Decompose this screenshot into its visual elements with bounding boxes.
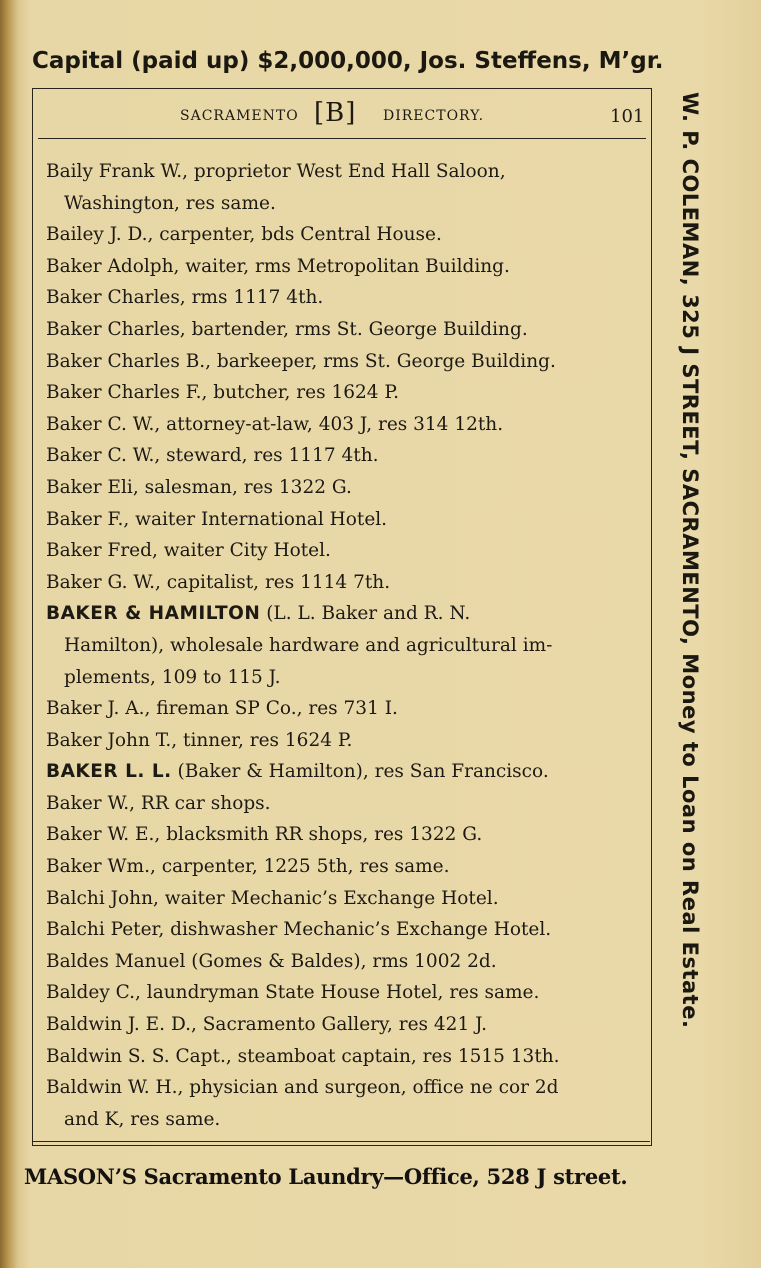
entry-line [46, 914, 640, 946]
entry-line [46, 251, 640, 283]
entry-line [46, 282, 640, 314]
entry-line [46, 567, 640, 599]
entry-text: Baker W. E., blacksmith RR shops, res 1322 G. [46, 824, 483, 846]
entry-line [46, 725, 640, 757]
entry-text: Baker Charles, bartender, rms St. George Building. [46, 318, 528, 340]
directory-entry [46, 598, 640, 693]
entry-text: Baker Wm., carpenter, 1225 5th, res same. [46, 856, 450, 878]
entry-line [46, 346, 640, 378]
directory-entries [46, 156, 640, 1135]
entry-line [46, 788, 640, 820]
directory-entry [46, 756, 640, 788]
entry-text: Baker W., RR car shops. [46, 792, 271, 814]
directory-entry [46, 440, 640, 472]
entry-line [46, 1072, 640, 1104]
directory-entry [46, 851, 640, 883]
entry-text: Baker F., waiter International Hotel. [46, 508, 388, 530]
entry-line [46, 756, 640, 788]
directory-entry [46, 946, 640, 978]
entry-line [46, 946, 640, 978]
entry-line [46, 156, 640, 188]
running-head-title: DIRECTORY. [383, 108, 485, 124]
entry-line [46, 377, 640, 409]
entry-text: Baker Eli, salesman, res 1322 G. [46, 476, 352, 498]
running-head-city: SACRAMENTO [180, 108, 299, 124]
running-head-letter: [B] [314, 98, 357, 128]
entry-text: Baker Charles F., butcher, res 1624 P. [46, 382, 399, 404]
entry-text: Baker C. W., attorney-at-law, 403 J, res 314 12th. [46, 413, 504, 435]
directory-entry [46, 1041, 640, 1073]
entry-continuation: and K, res same. [64, 1108, 221, 1130]
entry-line [46, 219, 640, 251]
directory-entry [46, 282, 640, 314]
entry-line [46, 883, 640, 915]
entry-text: Baker Charles, rms 1117 4th. [46, 287, 324, 309]
directory-entry [46, 156, 640, 219]
page-number: 101 [610, 106, 645, 127]
directory-entry [46, 251, 640, 283]
entry-text: Baker Fred, waiter City Hotel. [46, 540, 331, 562]
directory-entry [46, 977, 640, 1009]
entry-line [46, 472, 640, 504]
directory-entry [46, 693, 640, 725]
directory-entry [46, 1072, 640, 1135]
entry-continuation: plements, 109 to 115 J. [64, 666, 281, 688]
directory-entry [46, 1009, 640, 1041]
entry-text: Bailey J. D., carpenter, bds Central House. [46, 224, 442, 246]
entry-line [46, 504, 640, 536]
directory-entry [46, 914, 640, 946]
entry-line [46, 977, 640, 1009]
directory-entry [46, 219, 640, 251]
entry-line [46, 440, 640, 472]
entry-line [46, 819, 640, 851]
directory-entry [46, 567, 640, 599]
directory-entry [46, 472, 640, 504]
entry-line [46, 851, 640, 883]
entry-text: Baker C. W., steward, res 1117 4th. [46, 445, 379, 467]
head-rule [38, 138, 646, 139]
entry-text: Balchi John, waiter Mechanic’s Exchange Hotel. [46, 887, 499, 909]
entry-text: Baldwin W. H., physician and surgeon, office ne cor 2d [46, 1077, 559, 1099]
directory-entry [46, 788, 640, 820]
entry-text: Baker J. A., fireman SP Co., res 731 I. [46, 698, 398, 720]
entry-line [46, 693, 640, 725]
entry-line [46, 535, 640, 567]
entry-line [46, 314, 640, 346]
entry-line [46, 1041, 640, 1073]
directory-entry [46, 819, 640, 851]
entry-text: Balchi Peter, dishwasher Mechanic’s Exchange Hotel. [46, 919, 552, 941]
directory-entry [46, 346, 640, 378]
entry-text: Baldey C., laundryman State House Hotel, res same. [46, 982, 540, 1004]
directory-entry [46, 377, 640, 409]
entry-bold-name: BAKER L. L. [46, 761, 172, 783]
bottom-advertisement: MASON’S Sacramento Laundry—Office, 528 J street. [24, 1164, 628, 1189]
entry-text: Baldes Manuel (Gomes & Baldes), rms 1002 2d. [46, 950, 497, 972]
entry-text: Baker G. W., capitalist, res 1114 7th. [46, 571, 391, 593]
entry-line [46, 598, 640, 630]
running-head [38, 98, 648, 140]
entry-text: Baldwin S. S. Capt., steamboat captain, res 1515 13th. [46, 1045, 560, 1067]
entry-line [46, 409, 640, 441]
entry-line [46, 1009, 640, 1041]
directory-entry [46, 535, 640, 567]
entry-bold-name: BAKER & HAMILTON [46, 603, 261, 625]
entry-text: Baldwin J. E. D., Sacramento Gallery, res 421 J. [46, 1014, 487, 1036]
directory-entry [46, 883, 640, 915]
directory-entry [46, 504, 640, 536]
entry-text: Baily Frank W., proprietor West End Hall Saloon, [46, 161, 506, 182]
side-advertisement: W. P. COLEMAN, 325 J STREET, SACRAMENTO, Money to Loan on Real Estate. [678, 92, 702, 1029]
directory-entry [46, 314, 640, 346]
entry-text: (L. L. Baker and R. N. [260, 603, 471, 625]
directory-entry [46, 725, 640, 757]
entry-text: Baker John T., tinner, res 1624 P. [46, 729, 353, 751]
entry-continuation: Hamilton), wholesale hardware and agricultural im- [64, 634, 553, 656]
entry-text: Baker Adolph, waiter, rms Metropolitan Building. [46, 255, 510, 277]
top-advertisement: Capital (paid up) $2,000,000, Jos. Steffens, M’gr. [32, 48, 664, 74]
directory-entry [46, 409, 640, 441]
entry-text: (Baker & Hamilton), res San Francisco. [171, 761, 549, 783]
entry-continuation: Washington, res same. [64, 192, 276, 214]
entry-text: Baker Charles B., barkeeper, rms St. George Building. [46, 350, 556, 372]
bottom-rule [32, 1141, 650, 1142]
